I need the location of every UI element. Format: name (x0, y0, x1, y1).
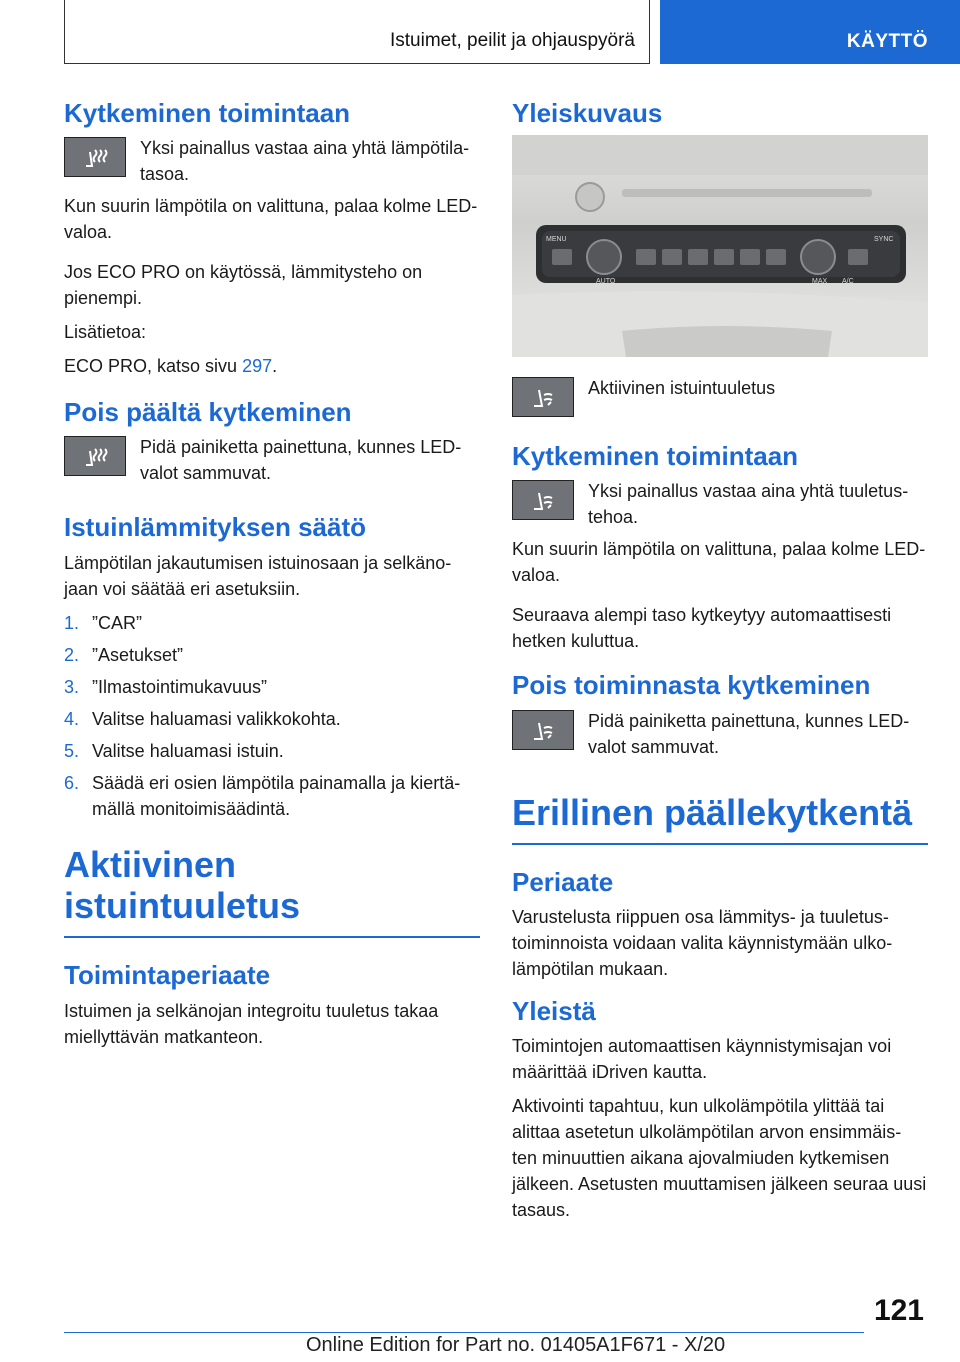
step-number: 4. (64, 708, 80, 729)
step-text: ”Asetukset” (92, 644, 184, 665)
list-item (64, 738, 480, 764)
climate-panel-photo (512, 135, 928, 357)
heading-switch-on: Kytkeminen toimintaan (64, 98, 351, 128)
icon-row (512, 478, 928, 530)
section-tab-label: KÄYTTÖ (846, 31, 928, 52)
step-number: 1. (64, 612, 80, 633)
icon-row (64, 135, 480, 187)
paragraph: Aktivointi tapahtuu, kun ulkolämpötila ylittää tai alittaa asetetun ulkolämpötilan arvon ensimmäis‐ ten minuuttien aikana ajovalmiuden kytkemisen jälkeen. Asetusten muuttamisen jälkeen seuraa uusi tasaus. (512, 1096, 927, 1221)
menu-label: MENU (546, 236, 567, 244)
heading-principle: Toimintaperiaate (64, 960, 271, 991)
icon-row (512, 375, 928, 417)
sync-label: SYNC (874, 236, 894, 244)
paragraph: Yksi painallus vastaa aina yhtä lämpötila‐ tasoa. (140, 138, 470, 185)
list-item (64, 674, 480, 700)
right-column (512, 98, 928, 1231)
step-text: ”CAR” (92, 612, 142, 633)
section-heading: Erillinen päällekytkentä (512, 792, 928, 845)
paragraph: Lämpötilan jakautumisen istuinosaan ja selkäno‐ jaan voi säätää eri asetuksiin. (64, 552, 452, 599)
paragraph: Lisätietoa: (64, 322, 147, 343)
paragraph (64, 353, 480, 379)
heading-overview: Yleiskuvaus (512, 98, 663, 128)
seat-heating-icon (64, 436, 126, 476)
icon-row (64, 434, 480, 486)
footer-edition: Online Edition for Part no. 01405A1F671 - X/20 (306, 1334, 726, 1356)
heading-switch-off: Pois toiminnasta kytkeminen (512, 670, 871, 701)
step-text: Säädä eri osien lämpötila painamalla ja kiertä‐ mällä monitoimisäädintä. (92, 772, 461, 819)
paragraph: Pidä painiketta painettuna, kunnes LED-valot sammuvat. (140, 437, 462, 484)
paragraph: Istuimen ja selkänojan integroitu tuuletus takaa miellyttävän matkanteon. (64, 1000, 439, 1047)
auto-label: AUTO (596, 278, 616, 286)
paragraph: Kun suurin lämpötila on valittuna, palaa kolme LED-valoa. (512, 539, 926, 586)
ac-label: A/C (842, 278, 854, 286)
paragraph: Aktiivinen istuintuuletus (588, 378, 776, 399)
max-label: MAX (812, 278, 828, 286)
seat-ventilation-icon (512, 710, 574, 750)
left-column (64, 98, 480, 1058)
heading-principle: Periaate (512, 866, 614, 897)
step-number: 2. (64, 644, 80, 665)
page-link[interactable]: 297 (242, 356, 273, 377)
step-text: Valitse haluamasi istuin. (92, 740, 284, 761)
paragraph: Varustelusta riippuen osa lämmitys- ja tuuletus‐ toiminnoista voidaan valita käynnistymään ulko‐ lämpötilan mukaan. (512, 907, 893, 980)
seat-ventilation-icon (512, 480, 574, 520)
text: ECO PRO, katso sivu (64, 356, 243, 377)
climate-panel-illustration (512, 135, 928, 357)
steps-list (64, 610, 480, 822)
paragraph: Jos ECO PRO on käytössä, lämmitysteho on pienempi. (64, 262, 423, 309)
paragraph: Pidä painiketta painettuna, kunnes LED-valot sammuvat. (588, 710, 910, 757)
step-number: 6. (64, 772, 80, 793)
heading-general: Yleistä (512, 996, 596, 1027)
icon-row (512, 708, 928, 760)
section-tab[interactable] (660, 0, 960, 64)
chapter-title: Istuimet, peilit ja ohjauspyörä (389, 30, 635, 51)
footer-divider (64, 1332, 864, 1333)
heading-switch-off: Pois päältä kytkeminen (64, 397, 352, 428)
header-frame (64, 0, 650, 64)
step-text: ”Ilmastointimukavuus” (92, 676, 268, 697)
list-item (64, 770, 480, 822)
page-number: 121 (873, 1294, 924, 1327)
paragraph: Toimintojen automaattisen käynnistymisajan voi määrittää iDriven kautta. (512, 1036, 892, 1083)
heading-switch-on: Kytkeminen toimintaan (512, 441, 799, 472)
list-item (64, 642, 480, 668)
text: . (272, 356, 278, 377)
section-heading: Aktiivinen istuintuuletus (64, 844, 480, 939)
paragraph: Seuraava alempi taso kytkeytyy automaattisesti hetken kuluttua. (512, 605, 892, 652)
paragraph: Kun suurin lämpötila on valittuna, palaa kolme LED-valoa. (64, 196, 478, 243)
seat-heating-icon (64, 137, 126, 177)
list-item (64, 610, 480, 636)
heading-adjust: Istuinlämmityksen säätö (64, 512, 366, 543)
seat-ventilation-icon (512, 377, 574, 417)
step-number: 5. (64, 740, 80, 761)
step-text: Valitse haluamasi valikkokohta. (92, 708, 341, 729)
list-item (64, 706, 480, 732)
paragraph: Yksi painallus vastaa aina yhtä tuuletus‐ tehoa. (588, 481, 909, 528)
step-number: 3. (64, 676, 80, 697)
